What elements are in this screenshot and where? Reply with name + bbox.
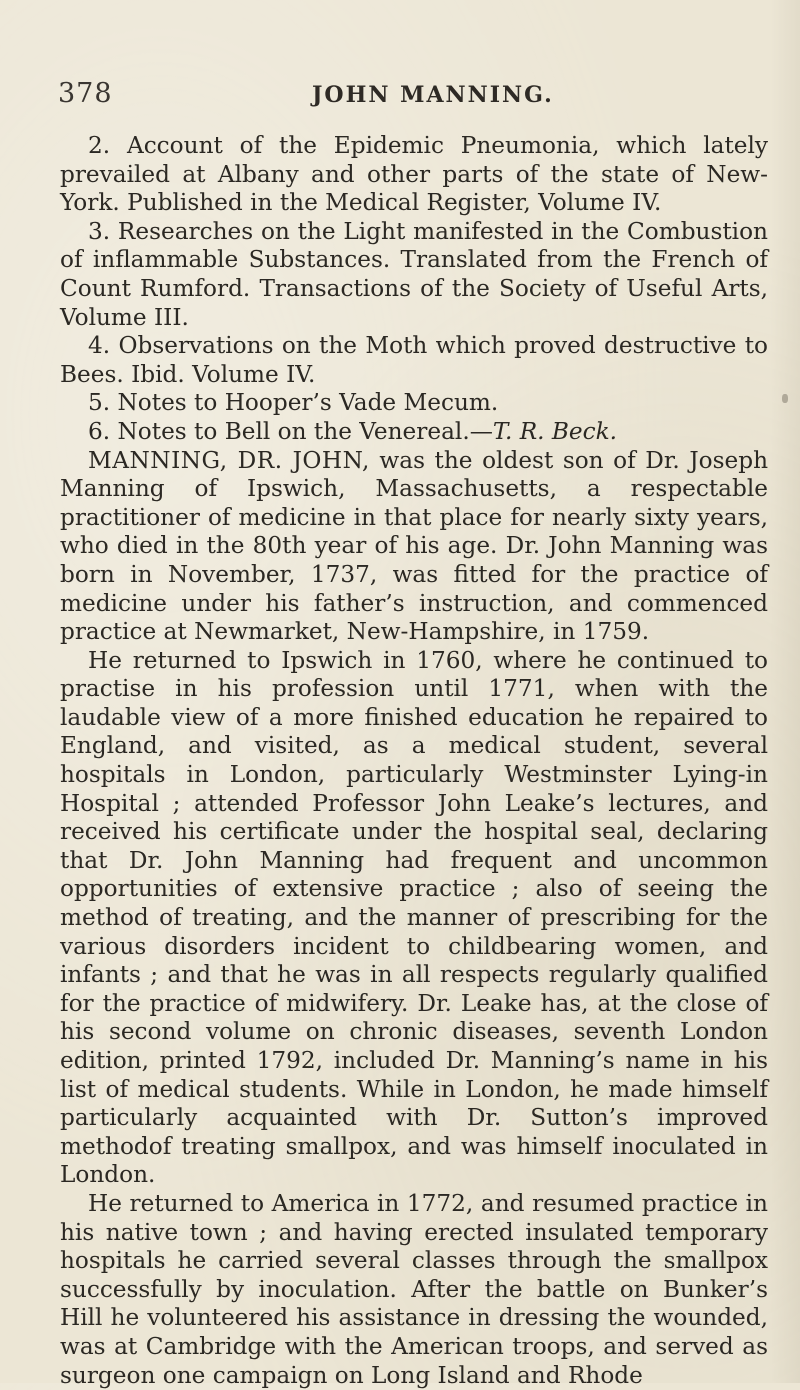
works-list-item	[60, 132, 768, 218]
works-list-item	[60, 332, 768, 389]
work-number: 4.	[88, 332, 111, 360]
works-list-item	[60, 418, 768, 447]
body-text	[60, 132, 768, 1390]
work-number: 6.	[88, 417, 111, 445]
page-number: 378	[58, 78, 113, 109]
running-head: JOHN MANNING.	[312, 82, 554, 108]
work-title: Notes to Bell on the Venereal.—	[117, 417, 493, 445]
work-title: Notes to Hooper’s Vade Mecum.	[117, 389, 499, 417]
work-title: Researches on the Light manifested in the Combustion of inflammable Substances. Translated from the French of Count Rumford. Transactions of the Society of Useful Arts, Volume III.	[60, 217, 768, 331]
work-number: 5.	[88, 389, 111, 417]
work-title: Observations on the Moth which proved destructive to Bees. Ibid. Volume IV.	[60, 332, 768, 388]
biography-paragraph	[60, 647, 768, 1190]
biography-paragraph	[60, 1190, 768, 1390]
biography-paragraph	[60, 447, 768, 647]
biography-text: He returned to America in 1772, and resumed practice in his native town ; and having erected insulated temporary hospitals he carried several classes through the smallpox successfully by inoculation. After the battle on Bunker’s Hill he volunteered his assistance in dressing the wounded, was at Cambridge with the American troops, and served as surgeon one campaign on Long Island and Rhode	[60, 1189, 768, 1389]
page-header	[58, 78, 778, 118]
biography-name: MANNING, DR. JOHN,	[88, 446, 370, 474]
works-list-item	[60, 389, 768, 418]
page-edge-shadow	[770, 0, 800, 1383]
biography-text: was the oldest son of Dr. Joseph Manning of Ipswich, Massachusetts, a respectable practitioner of medicine in that place for nearly sixty years, who died in the 80th year of his age. Dr. John Manning was born in November, 1737, was fitted for the practice of medicine under his father’s instruction, and commenced practice at Newmarket, New-Hampshire, in 1759.	[60, 446, 769, 646]
work-number: 3.	[88, 217, 111, 245]
works-list-item	[60, 218, 768, 332]
author-signature: T. R. Beck.	[492, 417, 618, 445]
work-number: 2.	[88, 132, 111, 159]
work-title: Account of the Epidemic Pneumonia, which lately prevailed at Albany and other parts of the state of New-York. Published in the Medical Register, Volume IV.	[60, 132, 768, 217]
ink-speck	[782, 394, 788, 403]
biography-text: He returned to Ipswich in 1760, where he continued to practise in his profession until 1771, when with the laudable view of a more finished education he repaired to England, and visited, as a medical student, several hospitals in London, particularly Westminster Lying-in Hospital ; attended Professor John Leake’s lectures, and received his certificate under the hospital seal, declaring that Dr. John Manning had frequent and uncommon opportunities of extensive practice ; also of seeing the method of treating, and the manner of prescribing for the various disorders incident to childbearing women, and infants ; and that he was in all respects regularly qualified for the practice of midwifery. Dr. Leake has, at the close of his second volume on chronic diseases, seventh London edition, printed 1792, included Dr. Manning’s name in his list of medical students. While in London, he made himself particularly acquainted with Dr. Sutton’s improved methodof treating smallpox, and was himself inoculated in London.	[60, 646, 768, 1189]
